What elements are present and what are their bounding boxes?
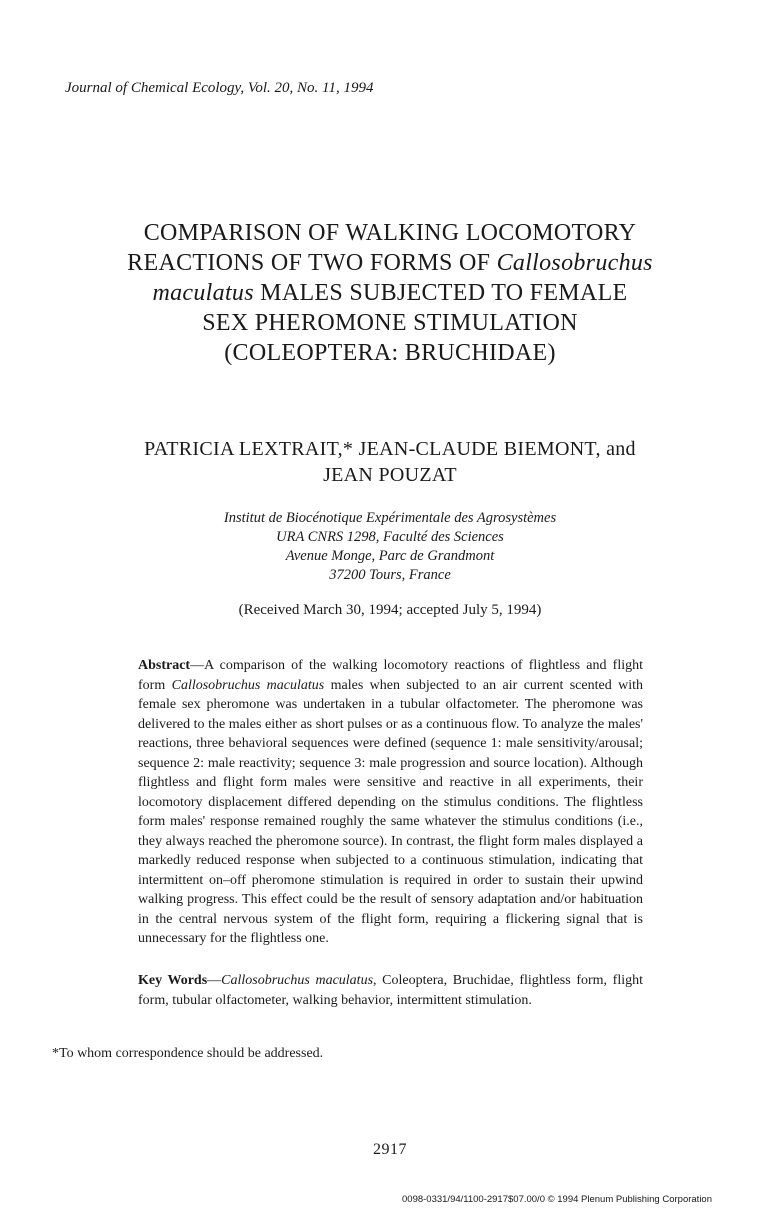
title-genus: Callosobruchus — [496, 250, 653, 276]
title-line-3 — [60, 278, 720, 308]
authors-line-2: JEAN POUZAT — [323, 464, 457, 486]
title-line-3-text: MALES SUBJECTED TO FEMALE — [253, 280, 628, 306]
key-words-species: Callosobruchus maculatus — [221, 973, 374, 988]
correspondence-footnote: *To whom correspondence should be addressed. — [52, 1046, 324, 1061]
title-line-2 — [60, 248, 720, 278]
key-words — [138, 971, 643, 1010]
authors-line-1: PATRICIA LEXTRAIT,* JEAN-CLAUDE BIEMONT, and — [144, 438, 636, 460]
title-line-4: SEX PHEROMONE STIMULATION — [202, 310, 578, 336]
affiliation — [100, 509, 680, 585]
title-line-5: (COLEOPTERA: BRUCHIDAE) — [224, 340, 556, 366]
affiliation-line: 37200 Tours, France — [329, 567, 451, 583]
title-species: maculatus — [152, 280, 254, 306]
title-line-2-text: REACTIONS OF TWO FORMS OF — [127, 250, 497, 276]
affiliation-line: Avenue Monge, Parc de Grandmont — [285, 548, 495, 564]
abstract-label: Abstract — [138, 658, 191, 673]
abstract-text-2: males when subjected to an air current scented with female sex pheromone was undertaken in a tubular olfactometer. The pheromone was delivered to the males either as short pulses or as a continuous flow. To analyze the males' reactions, three behavioral sequences were defined (sequence 1: male sensitivity/arousal; sequence 2: male reactivity; sequence 3: male progression and source location). Although flightless and flight form males were sensitive and reactive in all experiments, their locomotory displacement differed depending on the stimulus conditions. The flightless form males' response remained roughly the same whatever the stimulus conditions (i.e., they always reached the pheromone source). In contrast, the flight form males displayed a markedly reduced response when subjected to a continuous stimulation, indicating that intermittent on–off pheromone stimulation is required in order to sustain their upwind walking progress. This effect could be the result of sensory adaptation and/or habituation in the central nervous system of the flight form, requiring a flickering signal that is unnecessary for the flightless one. — [138, 677, 643, 946]
affiliation-line: Institut de Biocénotique Expérimentale des Agrosystèmes — [223, 510, 557, 526]
author-list — [60, 436, 720, 488]
abstract-dash: — — [190, 658, 205, 673]
key-words-dash: — — [207, 973, 222, 988]
title-line-1: COMPARISON OF WALKING LOCOMOTORY — [143, 220, 637, 246]
article-title — [60, 218, 720, 368]
abstract — [138, 656, 643, 949]
abstract-text-1: A comparison of the walking locomotory reactions of flightless and flight form — [138, 658, 643, 693]
key-words-text: , Coleoptera, Bruchidae, flightless form, flight form, tubular olfactometer, walking behavior, intermittent stimulation. — [138, 973, 643, 1008]
received-dates: (Received March 30, 1994; accepted July 5, 1994) — [238, 602, 542, 618]
affiliation-line: URA CNRS 1298, Faculté des Sciences — [276, 529, 504, 545]
page-number: 2917 — [373, 1141, 407, 1158]
journal-citation: Journal of Chemical Ecology, Vol. 20, No. 11, 1994 — [65, 80, 374, 96]
abstract-species: Callosobruchus maculatus — [171, 677, 325, 693]
key-words-label: Key Words — [138, 973, 208, 988]
copyright-line: 0098-0331/94/1100-2917$07.00/0 © 1994 Plenum Publishing Corporation — [402, 1194, 712, 1205]
